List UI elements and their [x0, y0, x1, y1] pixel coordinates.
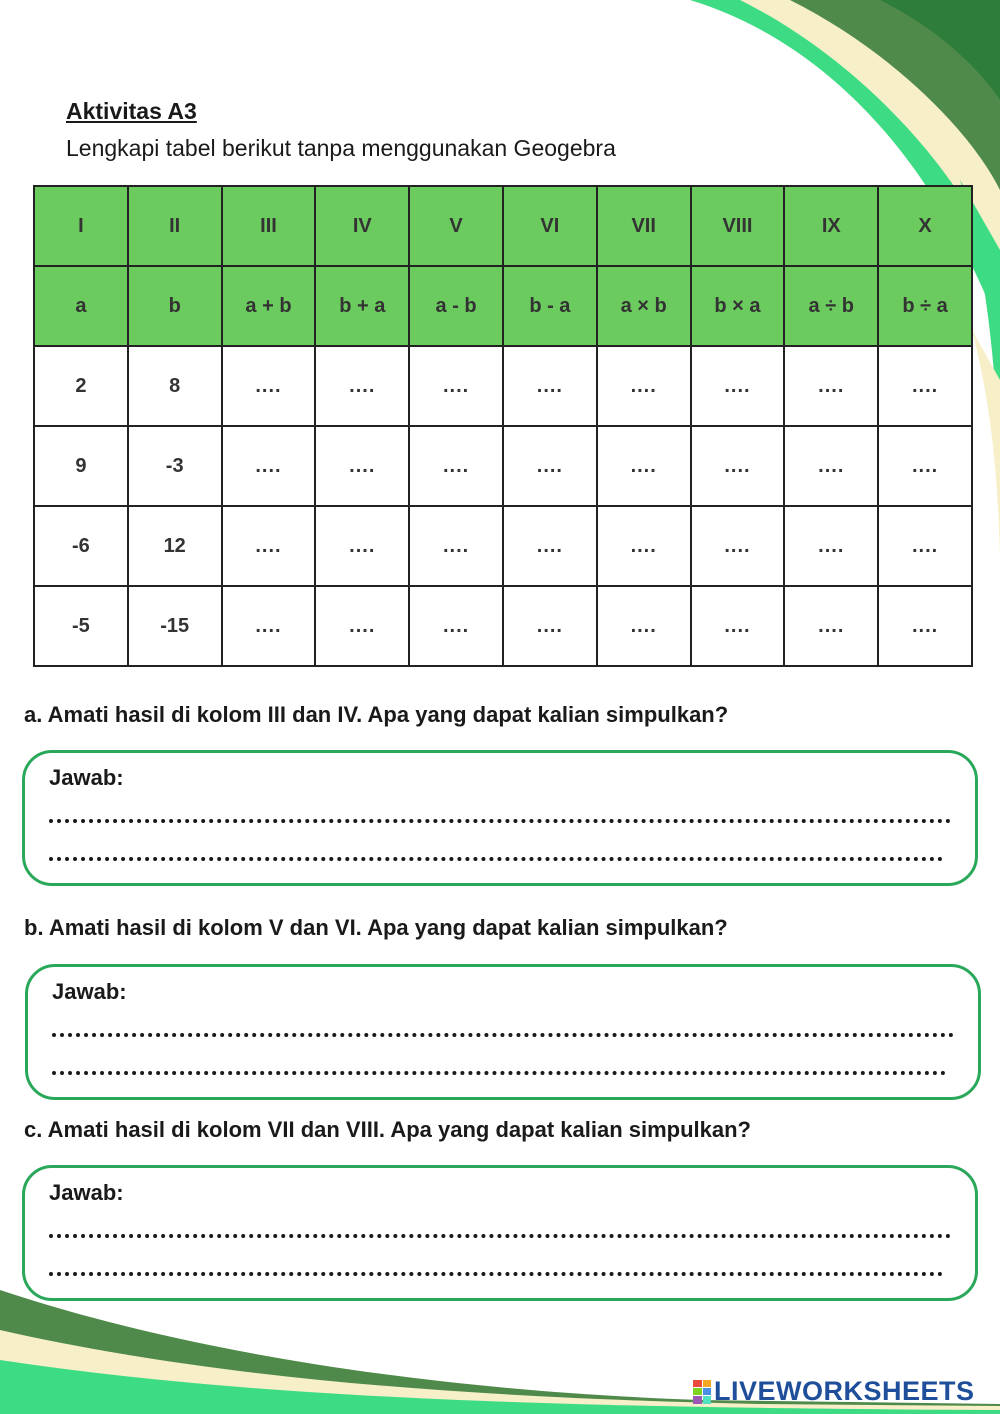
answer-cell[interactable]: ....: [222, 586, 316, 666]
answer-label: Jawab:: [49, 1180, 124, 1205]
expression-header: a × b: [597, 266, 691, 346]
column-header: V: [409, 186, 503, 266]
answer-cell[interactable]: ....: [784, 346, 878, 426]
value-b: 8: [128, 346, 222, 426]
answer-line[interactable]: [49, 857, 943, 861]
answer-cell[interactable]: ....: [503, 586, 597, 666]
answer-cell[interactable]: ....: [222, 426, 316, 506]
answer-cell[interactable]: ....: [691, 506, 785, 586]
expression-header: a + b: [222, 266, 316, 346]
answer-label: Jawab:: [49, 765, 124, 790]
answer-cell[interactable]: ....: [503, 506, 597, 586]
value-a: 9: [34, 426, 128, 506]
answer-cell[interactable]: ....: [503, 346, 597, 426]
answer-cell[interactable]: ....: [691, 426, 785, 506]
expression-header: b ÷ a: [878, 266, 972, 346]
column-header: II: [128, 186, 222, 266]
expression-header: b + a: [315, 266, 409, 346]
liveworksheets-logo: [693, 1376, 975, 1407]
table-header-numerals: [34, 186, 972, 266]
answer-line[interactable]: [52, 1071, 946, 1075]
value-a: -5: [34, 586, 128, 666]
expression-header: a: [34, 266, 128, 346]
expression-header: b × a: [691, 266, 785, 346]
answer-cell[interactable]: ....: [597, 586, 691, 666]
answer-cell[interactable]: ....: [597, 506, 691, 586]
column-header: VI: [503, 186, 597, 266]
column-header: X: [878, 186, 972, 266]
value-a: 2: [34, 346, 128, 426]
column-header: IV: [315, 186, 409, 266]
answer-cell[interactable]: ....: [409, 426, 503, 506]
answer-cell[interactable]: ....: [409, 586, 503, 666]
value-b: -3: [128, 426, 222, 506]
answer-cell[interactable]: ....: [691, 346, 785, 426]
activity-title: Aktivitas A3: [66, 98, 197, 124]
column-header: I: [34, 186, 128, 266]
answer-cell[interactable]: ....: [315, 346, 409, 426]
table-row: [34, 426, 972, 506]
answer-cell[interactable]: ....: [409, 346, 503, 426]
expression-header: a ÷ b: [784, 266, 878, 346]
activity-instruction: Lengkapi tabel berikut tanpa menggunakan Geogebra: [66, 135, 616, 161]
column-header: VII: [597, 186, 691, 266]
answer-cell[interactable]: ....: [784, 586, 878, 666]
question-c: c. Amati hasil di kolom VII dan VIII. Apa yang dapat kalian simpulkan?: [24, 1117, 751, 1142]
answer-cell[interactable]: ....: [878, 586, 972, 666]
answer-box-a[interactable]: [22, 750, 978, 886]
value-a: -6: [34, 506, 128, 586]
column-header: III: [222, 186, 316, 266]
answer-line[interactable]: [49, 819, 951, 823]
table-row: [34, 346, 972, 426]
answer-label: Jawab:: [52, 979, 127, 1004]
value-b: 12: [128, 506, 222, 586]
answer-cell[interactable]: ....: [222, 346, 316, 426]
expression-header: a - b: [409, 266, 503, 346]
answer-line[interactable]: [49, 1272, 943, 1276]
answer-line[interactable]: [49, 1234, 951, 1238]
answer-cell[interactable]: ....: [315, 426, 409, 506]
answer-cell[interactable]: ....: [597, 346, 691, 426]
column-header: IX: [784, 186, 878, 266]
column-header: VIII: [691, 186, 785, 266]
liveworksheets-icon: [693, 1380, 711, 1404]
answer-cell[interactable]: ....: [315, 586, 409, 666]
answer-cell[interactable]: ....: [222, 506, 316, 586]
answer-cell[interactable]: ....: [597, 426, 691, 506]
expression-header: b - a: [503, 266, 597, 346]
answer-cell[interactable]: ....: [878, 346, 972, 426]
question-b: b. Amati hasil di kolom V dan VI. Apa yang dapat kalian simpulkan?: [24, 915, 728, 940]
answer-cell[interactable]: ....: [878, 506, 972, 586]
answer-cell[interactable]: ....: [409, 506, 503, 586]
value-b: -15: [128, 586, 222, 666]
answer-box-b[interactable]: [25, 964, 981, 1100]
answer-cell[interactable]: ....: [691, 586, 785, 666]
answer-box-c[interactable]: [22, 1165, 978, 1301]
table-row: [34, 506, 972, 586]
table-row: [34, 586, 972, 666]
answer-cell[interactable]: ....: [784, 506, 878, 586]
answer-line[interactable]: [52, 1033, 954, 1037]
expression-header: b: [128, 266, 222, 346]
question-a: a. Amati hasil di kolom III dan IV. Apa yang dapat kalian simpulkan?: [24, 702, 729, 727]
brand-name: LIVEWORKSHEETS: [714, 1376, 975, 1406]
table-header-expressions: [34, 266, 972, 346]
answer-cell[interactable]: ....: [784, 426, 878, 506]
answer-cell[interactable]: ....: [878, 426, 972, 506]
answer-cell[interactable]: ....: [503, 426, 597, 506]
answer-cell[interactable]: ....: [315, 506, 409, 586]
operations-table: [33, 185, 973, 667]
